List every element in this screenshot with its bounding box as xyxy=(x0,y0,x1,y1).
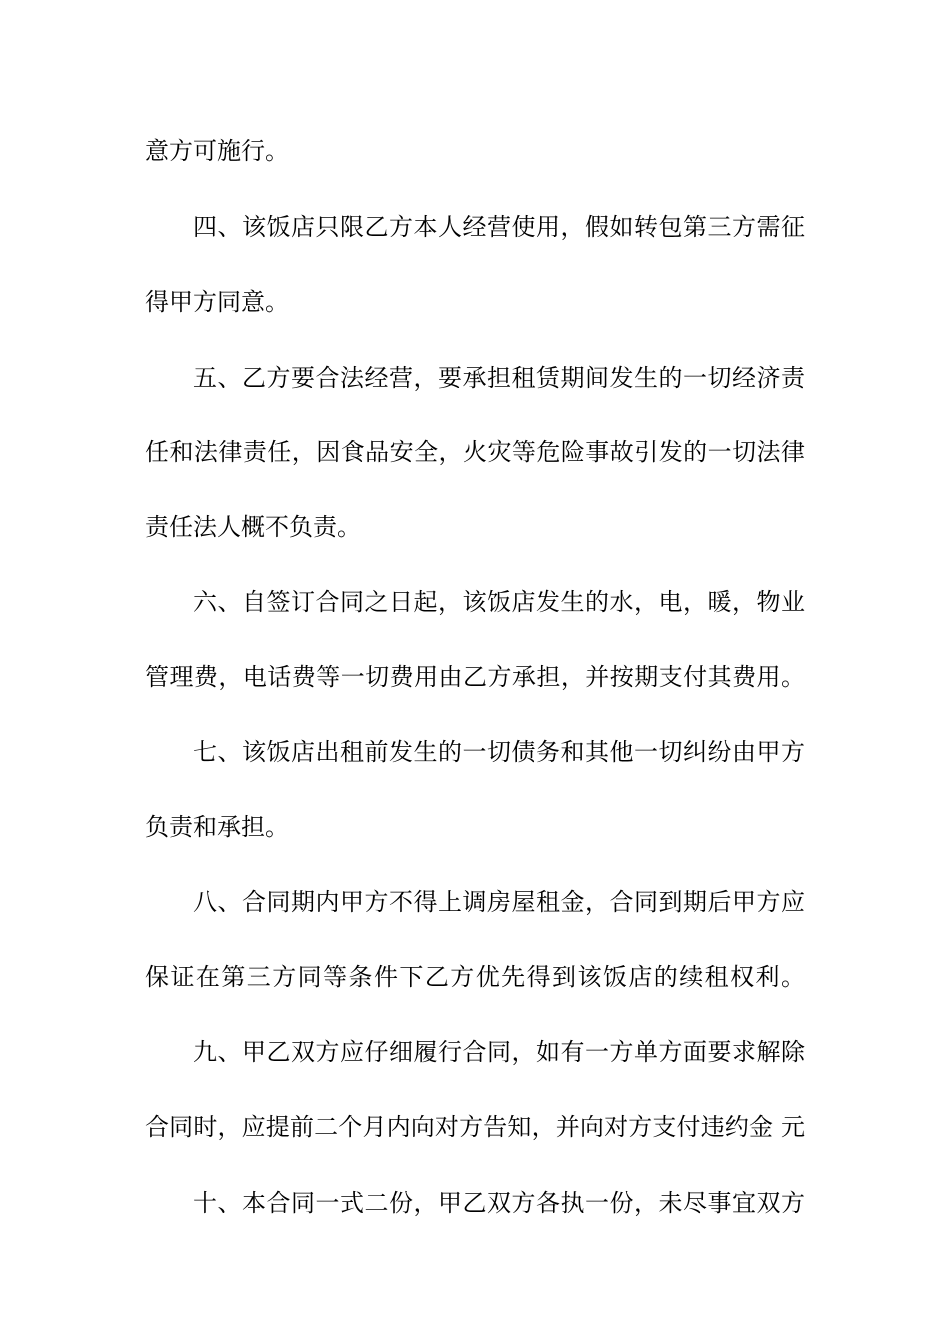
text-line-2: 四、该饭店只限乙方本人经营使用，假如转包第三方需征 xyxy=(193,213,805,241)
text-line-7: 六、自签订合同之日起，该饭店发生的水，电，暖，物业 xyxy=(193,588,805,616)
text-line-15: 十、本合同一式二份，甲乙双方各执一份，未尽事宜双方 xyxy=(193,1189,805,1217)
text-line-13: 九、甲乙双方应仔细履行合同，如有一方单方面要求解除 xyxy=(193,1038,805,1066)
text-line-9: 七、该饭店出租前发生的一切债务和其他一切纠纷由甲方 xyxy=(193,738,805,766)
text-line-1: 意方可施行。 xyxy=(145,137,289,165)
text-line-11: 八、合同期内甲方不得上调房屋租金，合同到期后甲方应 xyxy=(193,888,805,916)
text-line-3: 得甲方同意。 xyxy=(145,288,289,316)
text-line-6: 责任法人概不负责。 xyxy=(145,513,361,541)
text-line-5: 任和法律责任，因食品安全，火灾等危险事故引发的一切法律 xyxy=(145,438,805,466)
text-line-12: 保证在第三方同等条件下乙方优先得到该饭店的续租权利。 xyxy=(145,963,805,991)
text-line-8: 管理费，电话费等一切费用由乙方承担，并按期支付其费用。 xyxy=(145,663,805,691)
text-line-10: 负责和承担。 xyxy=(145,813,289,841)
text-line-4: 五、乙方要合法经营，要承担租赁期间发生的一切经济责 xyxy=(193,364,805,392)
text-line-14: 合同时，应提前二个月内向对方告知，并向对方支付违约金 元 xyxy=(145,1113,805,1141)
